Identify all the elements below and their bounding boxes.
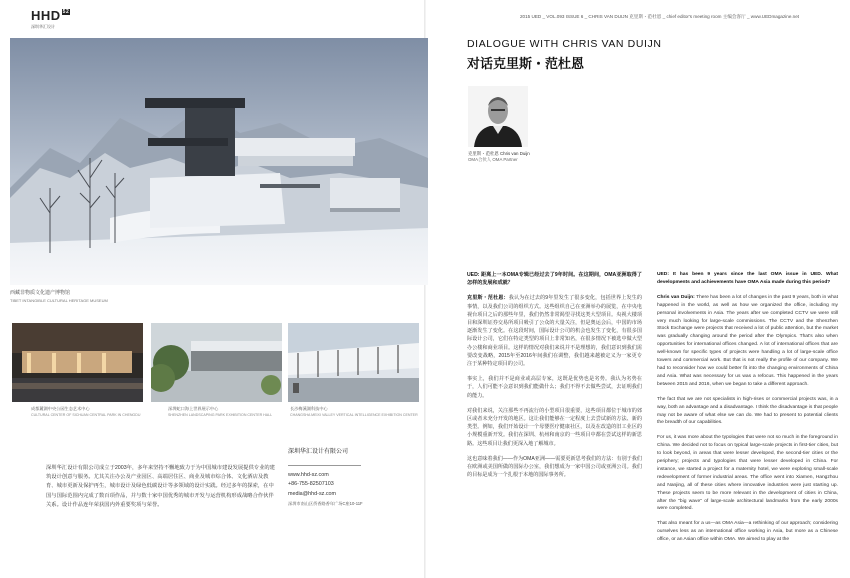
- answer-paragraph: Chris van Duijn: There has been a lot of changes in the past 9 years, both in what happened in the world, as well as how we organized the office, including my personal involvements in Asia. The years after we completed CCTV we were still very much looking for large-scale commissions. The CCTV and the Shenzhen Stock Exchange were projects that received a lot of public attention, but the market was gradually changing around the period after the Olympics. That's also when opportunities for international offices changed. A lot of international offices that are well-known for specific types of projects were handling a lot of large-scale office towers and commercial work. But that is not really the profile of our company. We had to reconsider how we could better fit into the changing environments of China and Asia. What was necessary for us was a refocus. This happened in the years between 2015 and 2016, when we began to take a different approach.: [657, 294, 839, 387]
- divider: [288, 465, 361, 466]
- company-intro-cn: 深圳华汇设计有限公司成立于2003年，多年来坚持不懈地致力于为中国城市建设发展提供专业的建筑设计创意与服务。尤其关注办公及产业园区、高端居住区、商业及城市综合体、文化酒店及教育、城市更新及保护再生，城市设计及绿色低碳设计等多领域的设计实践。经过多年的探索，在中国与国际范围内完成了数百项作品，并与数十家中国优秀的城市开发与运营机构形成战略合作伙伴关系。设计作品连年荣获国内外重要奖项与荣誉。: [46, 465, 275, 508]
- article-column-en: [657, 271, 838, 551]
- hero-photo-museum: [10, 38, 428, 285]
- answer-paragraph: 克里斯・范杜恩：我认为在过去的9年里发生了很多变化，包括世界上发生的事情，以及我们公司的组织方式。这些组织自己在亚洲举办的展览，在中央电视台项目之后的那些年里，我们仍然非常渴望寻找这类大型项目。央视大楼项目和深圳证券交易所项目吸引了公众的大量关注，但是奥运会后，中国的市场逐渐发生了变化。在这段时间，国际设计公司的机会也发生了变化，有很多国际设计公司，它们在特定类型的项目上非常知名，在很多情况下被选中做大型办公楼和商业项目。这样的情况对我们来说并不是理想的，我们意识到我们需要改变战略，2015年至2016年间我们在调整，我们越来越被定义为一家更专注于某种特定项目的公司。: [467, 295, 642, 368]
- email-link[interactable]: media@hhd-sz.com: [288, 490, 337, 497]
- thumbnail-caption: 成都麓湖中央公园生态艺术中心 CULTURAL CENTER OF SICHUAN CENTRAL PARK IN CHENGDU: [31, 406, 141, 417]
- hhd-logo-subtitle: 深圳华汇设计: [31, 24, 55, 29]
- company-name: 深圳华汇设计有限公司: [288, 449, 349, 455]
- answer-paragraph: 这也意味着我们——作为OMA亚洲——需要更新思考我们的方法：有别于我们在欧洲或美国所做的国际办公室，我们想成为一家中国公司或亚洲公司。我们的目标是成为一个扎根于本地的国际事务所。: [467, 455, 642, 479]
- running-header: 2015 UED _ VOL.093 ISSUE 6 _ CHRIS VAN DUIJN 克里斯・范杜恩 _ chief editor's meeting room 主编会客厅 _ www.UEDmagazine.net: [520, 14, 800, 19]
- hero-caption-cn: 西藏非物质文化遗产博物馆: [10, 290, 71, 296]
- portrait-photo: [468, 86, 528, 147]
- phone-number: +86-755-82507103: [288, 481, 334, 488]
- answer-paragraph: For us, it was more about the typologies that were not so much in the foreground in China. We decided not to focus on typical large-scale projects in first-tier cities, but to look beyond, in areas that were lesser developed, the second-tier cities or the periphery; projects and typologies that were lesser developed in China. For instance, we started a project for a maternity hotel, we were exploring small-scale redevelopment of former industrial areas. The office went into Xiamen, Hangzhou and Nanjing, all of these cities where innovative industries were just starting up. These projects seem to be more relevant in the development of cities in China, after the "big wave" of large-scale architectural landmarks from the early 2000s were completed.: [657, 435, 838, 512]
- thumbnail-photo: [12, 323, 143, 402]
- hhd-logo: HHD $^{52}$: [31, 8, 70, 23]
- answer-paragraph: 事实上，我们并不是商业或高层专家，这既是优势也是劣势。我认为劣势在于，人们可能不会意识到我们能做什么；我们不得不去做些尝试，去证明我们的能力。: [467, 376, 642, 399]
- question-cn: UED: 距离上一本OMA专辑已经过去了9年时间。在这期间，OMA亚洲取得了怎样的发展和成就？: [467, 272, 642, 287]
- thumbnail-photo: [288, 323, 419, 402]
- article-column-cn: [467, 271, 642, 486]
- hero-caption: [10, 289, 108, 305]
- thumbnail-photo: [151, 323, 282, 402]
- question-en: UED: It has been 9 years since the last OMA issue in UED. What developments and achievements have OMA Asia made during this period?: [657, 272, 838, 285]
- article-title-cn: 对话克里斯・范杜恩: [467, 56, 585, 71]
- contact-block: [288, 448, 363, 508]
- thumbnail-caption: 深圳蛇口海上世界展示中心 SHENZHEN LANDSCAPING PARK EXHIBITION CENTER HALL: [168, 406, 273, 417]
- answer-paragraph: That also meant for a us—as OMA Asia—a rethinking of our approach; considering ourselves less as an international office working in Asia, but more as a Chinese office, or an Asian office within OMA. We aimed to play at the: [657, 521, 838, 543]
- portrait-caption: 克里斯・范杜恩 Chris van Duijn OMA合伙人 OMA Partner: [468, 151, 530, 162]
- answer-paragraph: 对我们来说，关注那些不再流行的小型项目很重要，这些项目都位于城市的郊区或者未充分开发的地区。这让我们能够在一定程度上去尝试新的方法、新的类型。例如，我们开始设计一个母婴医疗健康社区，以及在改造的旧工业区的小规模重新开发。我们在深圳、杭州和南京的一些项目中都在尝试这样的新思路。这些项目让我们更深入地了解城市。: [467, 407, 642, 447]
- answer-paragraph: The fact that we are not specialists in high-rises or commercial projects was, in a way, both an advantage and a disadvantage. I think the disadvantage is that people may not be aware of what else we can do. We had to present to potential clients the breadth of our capabilities.: [657, 396, 838, 426]
- website-link[interactable]: www.hhd-sz.com: [288, 472, 329, 479]
- hero-caption-en: TIBET INTANGIBLE CULTURAL HERITAGE MUSEUM: [10, 298, 108, 303]
- thumbnail-caption: 长沙梅溪湖科技中心 CHANGSHA MEIXI VALLEY VERTICAL INTELLIGENCE EXHIBITION CENTER: [290, 406, 418, 417]
- address: 深圳市南山区侨香路香年广场C座10-11F: [288, 500, 363, 506]
- article-title-en: DIALOGUE WITH CHRIS VAN DUIJN: [467, 38, 662, 50]
